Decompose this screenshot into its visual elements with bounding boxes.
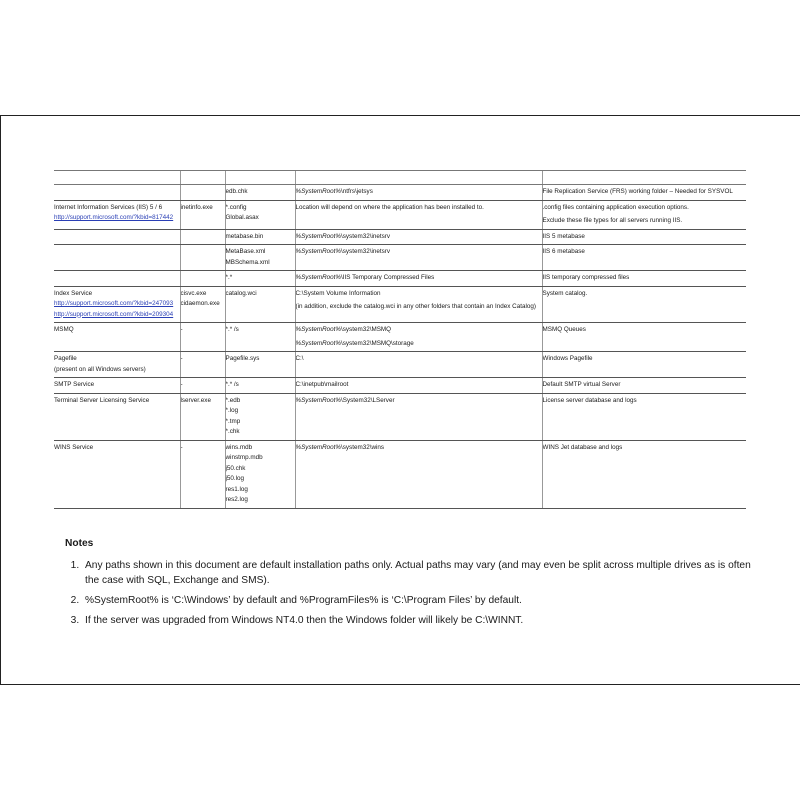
files-cell [225,393,295,440]
description-text: .config files containing application execution options. [542,203,689,211]
kb-article-link[interactable]: http://support.microsoft.com/?kbid=247093 [54,300,174,307]
process-name: cisvc.exe [180,289,207,297]
path-variable: %SystemRoot% [295,248,341,255]
process-name: - [180,355,183,362]
file-pattern: Pagefile.sys [225,355,260,362]
description-text: Windows Pagefile [542,355,593,362]
path-variable: %SystemRoot% [295,326,341,333]
file-pattern: j50.log [225,475,245,482]
process-name: - [180,381,183,388]
service-cell [54,200,180,229]
path-cell [295,440,542,508]
path-text: \system32\inetsrv [341,248,390,255]
path-variable: %SystemRoot% [295,232,341,240]
process-name: - [180,443,183,451]
file-pattern: Global.asax [225,214,259,221]
header-cell [54,171,180,185]
description-text: IIS 6 metabase [542,248,585,255]
process-cell [180,245,225,271]
description-cell [542,352,746,378]
file-pattern: *.config [225,203,247,211]
kb-article-link[interactable]: http://support.microsoft.com/?kbid=209304 [54,310,174,318]
description-cell [542,393,746,440]
file-pattern: res2.log [225,496,248,503]
description-text: Exclude these file types for all servers running IIS. [542,217,683,224]
path-cell [295,323,542,352]
process-cell [180,378,225,394]
file-pattern: wins.mdb [225,443,253,451]
path-line [296,203,542,214]
description-text: File Replication Service (FRS) working folder – Needed for SYSVOL [542,188,733,195]
description-cell [542,440,746,508]
path-text: C:\System Volume Information [295,289,381,297]
description-cell [542,185,746,201]
path-cell [295,393,542,440]
table-row [54,352,746,378]
description-text: License server database and logs [542,396,637,404]
process-cell [180,200,225,229]
file-pattern: *.* /s [225,381,239,388]
note-item: 1. Any paths shown in this document are default installation paths only. Actual paths may vary (and may even be split across multiple drives as is often the case with SQL, Exchange and SMS). [82,558,755,588]
files-cell [225,229,295,245]
path-cell [295,352,542,378]
description-cell [542,229,746,245]
service-cell [54,440,180,508]
process-cell [180,286,225,323]
table-row [54,393,746,440]
path-variable: %SystemRoot% [295,443,341,451]
path-variable: %SystemRoot% [295,339,341,347]
description-text: MSMQ Queues [542,326,586,333]
process-cell [180,323,225,352]
process-name: inetinfo.exe [180,203,213,211]
process-cell [180,271,225,287]
file-pattern: catalog.wci [225,289,257,297]
service-cell [54,352,180,378]
path-cell [295,286,542,323]
file-pattern: MBSchema.xml [225,258,270,266]
file-pattern: edb.chk [225,188,248,195]
process-cell [180,229,225,245]
service-cell [54,185,180,201]
path-cell [295,229,542,245]
path-text: C:\inetpub\mailroot [295,381,349,388]
path-text: \IIS Temporary Compressed Files [341,274,435,281]
files-cell [225,185,295,201]
description-cell [542,323,746,352]
path-line [296,232,542,243]
path-text: \system32\inetsrv [341,232,390,240]
description-text: IIS 5 metabase [542,232,585,240]
description-text: WINS Jet database and logs [542,443,623,451]
service-cell [54,245,180,271]
description-cell [542,271,746,287]
path-line [296,289,542,300]
process-cell [180,393,225,440]
files-cell [225,200,295,229]
path-text: Location will depend on where the application has been installed to. [295,203,484,211]
process-cell [180,352,225,378]
files-cell [225,323,295,352]
file-pattern: metabase.bin [225,232,264,240]
table-row [54,378,746,394]
path-line [296,325,542,336]
header-cell [180,171,225,185]
process-name: - [180,326,183,333]
service-name: (present on all Windows servers) [54,365,146,373]
files-cell [225,378,295,394]
files-cell [225,440,295,508]
file-pattern: *.chk [225,428,240,435]
path-line [296,443,542,454]
path-text: \system32\MSMQ\storage [341,339,414,347]
table-row [54,440,746,508]
path-line [296,247,542,258]
service-cell [54,271,180,287]
service-cell [54,323,180,352]
table-row [54,286,746,323]
file-pattern: *.edb [225,396,241,404]
process-name: cidaemon.exe [180,300,220,307]
description-text: Default SMTP virtual Server [542,381,621,388]
description-text: System catalog. [542,289,588,297]
note-item: 3. If the server was upgraded from Windows NT4.0 then the Windows folder will likely be C:\WINNT. [82,613,755,628]
path-variable: %SystemRoot% [295,396,341,404]
notes-list [65,558,755,628]
path-cell [295,185,542,201]
kb-article-link[interactable]: http://support.microsoft.com/?kbid=817442 [54,214,174,221]
path-text: \ntfrs\jetsys [341,188,373,195]
table-row [54,271,746,287]
files-cell [225,286,295,323]
table-row [54,323,746,352]
file-pattern: *.* [225,274,233,281]
service-name: WINS Service [54,443,94,451]
path-line [296,339,542,350]
files-cell [225,352,295,378]
header-cell [225,171,295,185]
service-cell [54,229,180,245]
files-cell [225,271,295,287]
service-cell [54,378,180,394]
path-text: \system32\wins [341,443,385,451]
path-line [296,302,542,313]
description-cell [542,245,746,271]
table-row [54,245,746,271]
path-cell [295,245,542,271]
path-variable: %SystemRoot% [295,188,341,195]
exclusions-table [54,170,746,509]
description-cell [542,200,746,229]
path-cell [295,200,542,229]
file-pattern: *.* /s [225,326,239,333]
path-text: \System32\LServer [341,396,395,404]
file-pattern: j50.chk [225,464,246,472]
process-cell [180,185,225,201]
path-text: (in addition, exclude the catalog.wci in any other folders that contain an Index Catalog) [295,303,536,310]
files-cell [225,245,295,271]
path-text: \system32\MSMQ [341,326,392,333]
description-text: IIS temporary compressed files [542,274,630,281]
path-variable: %SystemRoot% [295,274,341,281]
service-name: Pagefile [54,355,77,362]
service-name: Terminal Server Licensing Service [54,396,150,404]
header-cell [295,171,542,185]
path-cell [295,378,542,394]
table-row [54,200,746,229]
service-name: MSMQ [54,326,74,333]
path-line [296,380,542,391]
path-text: C:\ [295,355,304,362]
note-item: 2. %SystemRoot% is ‘C:\Windows’ by default and %ProgramFiles% is ‘C:\Program Files’ by default. [82,593,755,608]
file-pattern: *.tmp [225,417,241,425]
service-cell [54,393,180,440]
table-body [54,171,746,509]
process-cell [180,440,225,508]
service-name: Index Service [54,289,93,297]
table-row [54,229,746,245]
file-pattern: winstmp.mdb [225,454,263,461]
path-line [296,187,542,198]
file-pattern: res1.log [225,485,248,493]
description-cell [542,286,746,323]
header-cell [542,171,746,185]
process-name: lserver.exe [180,396,211,404]
notes-heading: Notes [65,538,94,549]
service-name: Internet Information Services (IIS) 5 / 6 [54,203,163,211]
notes-section [65,536,755,633]
description-cell [542,378,746,394]
table-header-row [54,171,746,185]
path-line [296,354,542,365]
service-name: SMTP Service [54,381,95,388]
path-cell [295,271,542,287]
service-cell [54,286,180,323]
path-line [296,273,542,284]
path-line [296,396,542,407]
file-pattern: MetaBase.xml [225,248,266,255]
file-pattern: *.log [225,407,239,414]
table-row [54,185,746,201]
